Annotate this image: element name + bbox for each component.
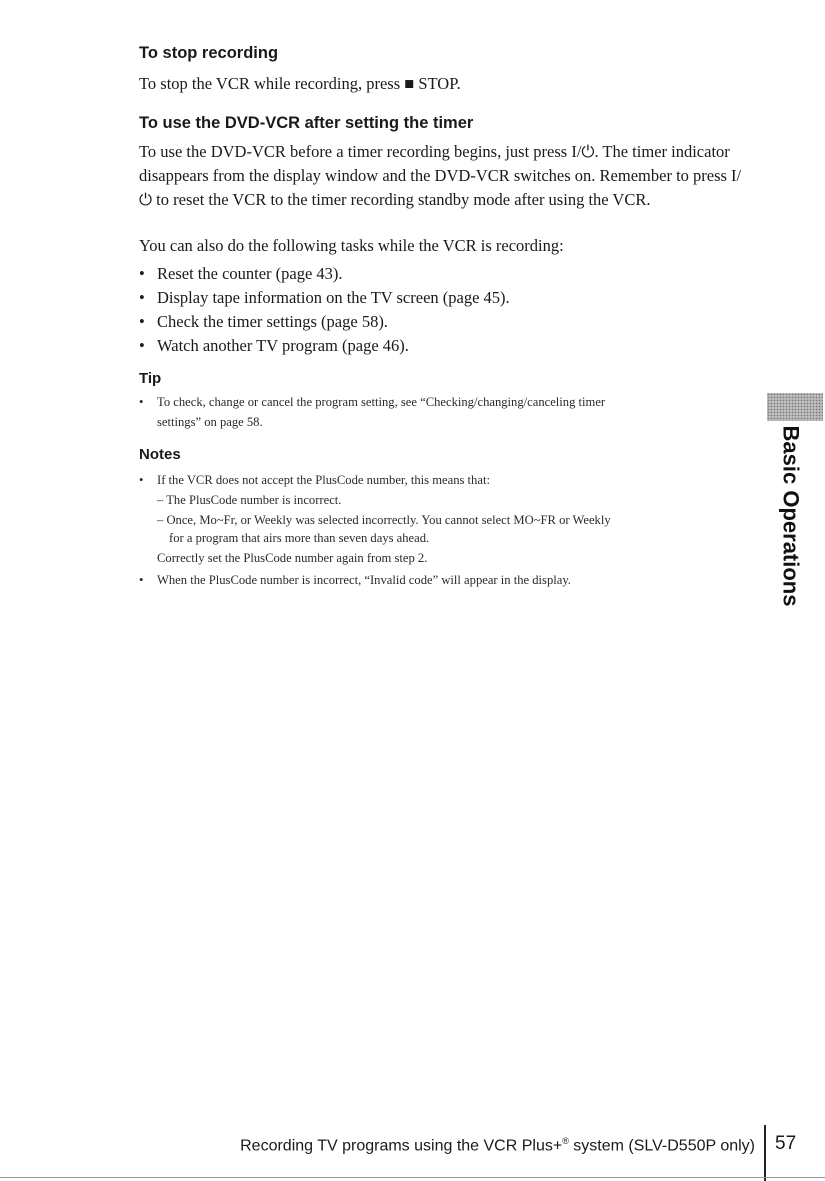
tasks-intro-paragraph: You can also do the following tasks while the VCR is recording: — [139, 236, 564, 255]
stop-recording-text: To stop the VCR while recording, press ■ STOP. — [139, 74, 461, 93]
page-footer: Recording TV programs using the VCR Plus+® system (SLV-D550P only) — [240, 1136, 755, 1155]
note-after: Correctly set the PlusCode number again from step 2. — [157, 551, 428, 565]
section-heading-use-after-timer: To use the DVD-VCR after setting the timer — [139, 114, 474, 132]
bottom-rule — [0, 1177, 825, 1178]
notes-heading: Notes — [139, 446, 181, 463]
note-sub-1: – The PlusCode number is incorrect. — [157, 493, 342, 507]
footer-divider — [764, 1125, 766, 1181]
note-sub-2-line-1: – Once, Mo~Fr, or Weekly was selected incorrectly. You cannot select MO~FR or Weekly — [157, 513, 611, 527]
side-tab-label: Basic Operations — [778, 425, 804, 607]
note-sub-2-line-2: for a program that airs more than seven days ahead. — [169, 531, 430, 545]
list-item: • Reset the counter (page 43). — [139, 264, 343, 283]
section-heading-stop-recording: To stop recording — [139, 44, 279, 62]
tip-line-1: • To check, change or cancel the program setting, see “Checking/changing/canceling timer — [139, 395, 606, 409]
note-bullet-1: • If the VCR does not accept the PlusCode number, this means that: — [139, 473, 490, 487]
use-after-timer-paragraph: To use the DVD-VCR before a timer recording begins, just press I/⏻. The timer indicator disappears from the display window and the DVD-VCR switches on. Remember to press I/⏻ to reset the VCR to the timer recording standby mode after using the VCR. — [139, 142, 742, 209]
page-number: 57 — [775, 1133, 797, 1154]
list-item: • Display tape information on the TV screen (page 45). — [139, 288, 510, 307]
side-tab-marker — [767, 393, 823, 421]
note-bullet-2: • When the PlusCode number is incorrect, “Invalid code” will appear in the display. — [139, 573, 571, 587]
list-item: • Check the timer settings (page 58). — [139, 312, 388, 331]
list-item: • Watch another TV program (page 46). — [139, 336, 409, 355]
tip-heading: Tip — [139, 370, 162, 387]
tip-line-2: settings” on page 58. — [157, 415, 263, 429]
